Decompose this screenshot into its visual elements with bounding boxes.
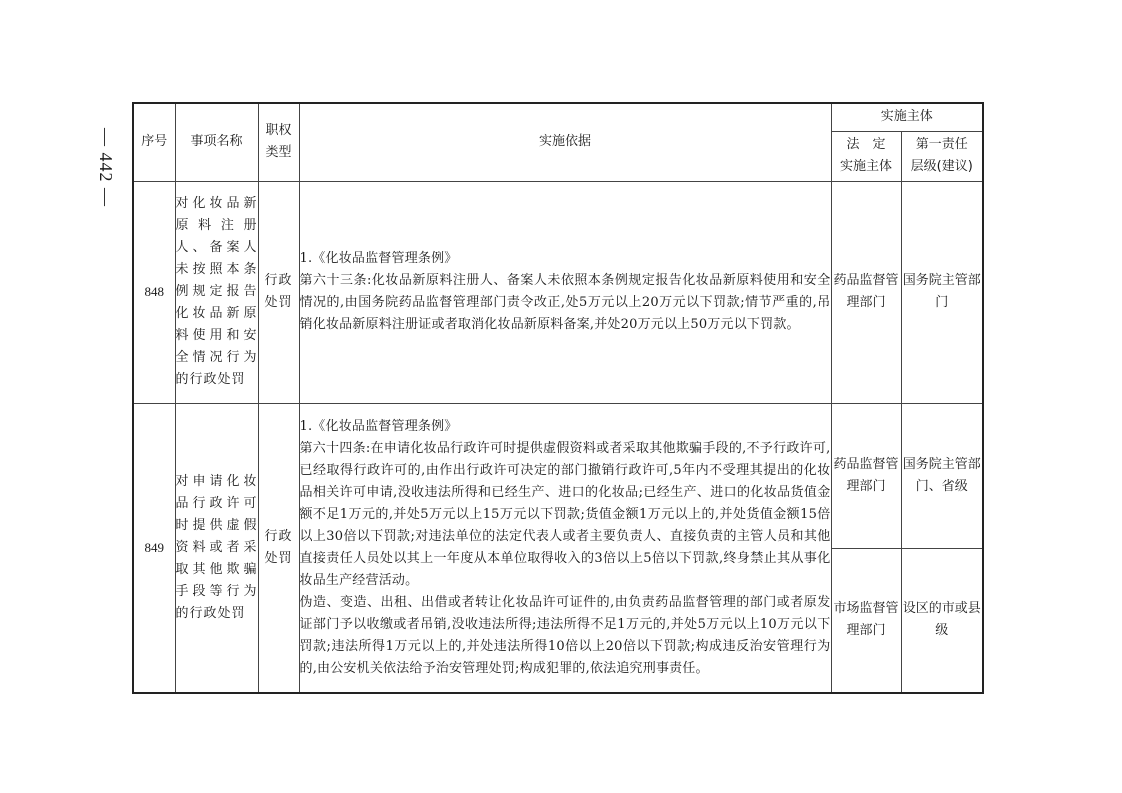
header-type-line2: 类型 [265, 145, 292, 161]
row-level: 国务院主管部门 [901, 181, 983, 403]
basis-title: 1.《化妆品监督管理条例》 [299, 251, 458, 266]
header-basis: 实施依据 [299, 103, 831, 181]
basis-text-2: 伪造、变造、出租、出借或者转让化妆品许可证件的,由负责药品监督管理的部门或者原发证部门予以收缴或者吊销,没收违法所得;违法所得不足1万元的,并处5万元以上10万元以下罚款;违法所得1万元以上的,并处违法所得10倍以上20倍以下罚款;构成违反治安管理行为的,由公安机关依法给予治安管理处罚;构成犯罪的,依法追究刑事责任。 [299, 594, 831, 676]
table-row [133, 181, 983, 403]
header-seq: 序号 [133, 103, 175, 181]
row-level: 设区的市或县级 [901, 548, 983, 693]
basis-title: 1.《化妆品监督管理条例》 [299, 418, 458, 434]
header-subject: 实施主体 [831, 103, 983, 131]
header-type-line1: 职权 [265, 123, 292, 139]
row-basis [299, 403, 831, 693]
header-level-line1: 第一责任 [915, 137, 968, 152]
header-legal-line1: 法 定 [846, 137, 886, 152]
header-level-line2: 层级(建议) [910, 159, 973, 174]
row-basis [299, 181, 831, 403]
page-number-text: — 442 — [95, 127, 116, 207]
row-legal-subject: 药品监督管理部门 [831, 403, 901, 548]
row-number: 849 [133, 403, 175, 693]
row-number: 848 [133, 181, 175, 403]
header-legal-subject [831, 131, 901, 181]
row-legal-subject: 药品监督管理部门 [831, 181, 901, 403]
header-legal-line2: 实施主体 [839, 159, 892, 174]
row-type: 行政处罚 [258, 403, 299, 693]
enforcement-table [132, 102, 984, 694]
page-number [80, 122, 130, 212]
basis-text: 第六十三条:化妆品新原料注册人、备案人未依照本条例规定报告化妆品新原料使用和安全情况的,由国务院药品监督管理部门责令改正,处5万元以上20万元以下罚款;情节严重的,吊销化妆品新原料注册证或者取消化妆品新原料备案,并处20万元以上50万元以下罚款。 [299, 273, 831, 332]
basis-text-1: 第六十四条:在申请化妆品行政许可时提供虚假资料或者采取其他欺骗手段的,不予行政许可,已经取得行政许可的,由作出行政许可决定的部门撤销行政许可,5年内不受理其提出的化妆品相关许可申请,没收违法所得和已经生产、进口的化妆品;已经生产、进口的化妆品货值金额不足1万元的,并处5万元以上15万元以下罚款;货值金额1万元以上的,并处货值金额15倍以上30倍以下罚款;对违法单位的法定代表人或者主要负责人、直接负责的主管人员和其他直接责任人员处以其上一年度从本单位取得收入的3倍以上5倍以下罚款,终身禁止其从事化妆品生产经营活动。 [299, 440, 831, 588]
header-level [901, 131, 983, 181]
header-name: 事项名称 [175, 103, 258, 181]
row-type: 行政处罚 [258, 181, 299, 403]
header-type [258, 103, 299, 181]
table-row [133, 403, 983, 548]
row-item-name: 对申请化妆品行政许可时提供虚假资料或者采取其他欺骗手段等行为的行政处罚 [175, 403, 258, 693]
row-legal-subject: 市场监督管理部门 [831, 548, 901, 693]
header-row-1 [133, 103, 983, 131]
row-level: 国务院主管部门、省级 [901, 403, 983, 548]
row-item-name: 对化妆品新原料注册人、备案人未按照本条例规定报告化妆品新原料使用和安全情况行为的行政处罚 [175, 181, 258, 403]
